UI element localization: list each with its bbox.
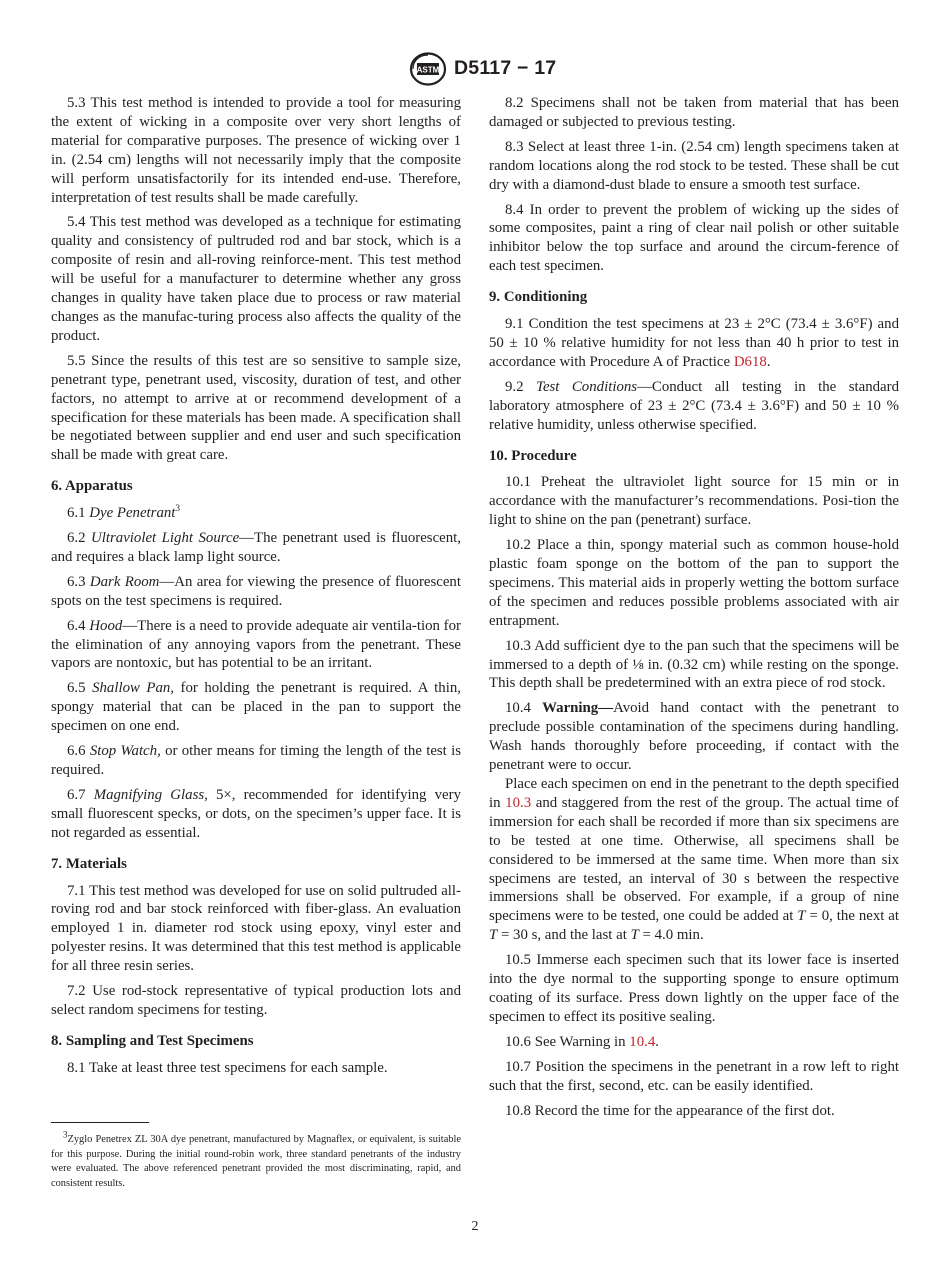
section-10-5: 10.5 Immerse each specimen such that its lower face is inserted into the dye normal to the supporting sponge to ensure optimum coating of its surface. Press down lightly on the upper face of the specimen to effect its positive sealing. [489, 952, 899, 1025]
svg-text:ASTM: ASTM [416, 65, 440, 75]
heading-apparatus: 6. Apparatus [51, 478, 133, 495]
section-8-3: 8.3 Select at least three 1-in. (2.54 cm) length specimens taken at random locations along the rod stock to be tested. These shall be cut dry with a diamond-dust blade to ensure a smooth test surface. [489, 138, 899, 193]
section-10-7: 10.7 Position the specimens in the penetrant in a row left to right such that the first, second, etc. can be easily identified. [489, 1058, 899, 1094]
section-6-2: 6.2 Ultraviolet Light Source—The penetrant used is fluorescent, and requires a black lamp light source. [51, 530, 462, 565]
section-8-2: 8.2 Specimens shall not be taken from material that has been damaged or subjected to previous testing. [489, 95, 899, 130]
page-header [0, 52, 950, 88]
heading-materials: 7. Materials [51, 855, 127, 872]
section-8-1: 8.1 Take at least three test specimens for each sample. [67, 1059, 388, 1076]
section-10-8: 10.8 Record the time for the appearance of the first dot. [505, 1102, 835, 1119]
section-6-6: 6.6 Stop Watch, or other means for timing the length of the test is required. [51, 743, 461, 778]
section-10-3: 10.3 Add sufficient dye to the pan such that the specimens will be immersed to a depth of ⅛ in. (0.32 cm) while resting on the sponge. This depth shall be predetermined with an extra piece of rod stock. [489, 637, 899, 692]
section-6-4: 6.4 Hood—There is a need to provide adequate air ventila-tion for the elimination of any annoying vapors from the penetrant. These vapors are nontoxic, but has potential to be an irritant. [51, 617, 461, 672]
section-10-6: 10.6 See Warning in 10.4. [505, 1033, 659, 1050]
heading-conditioning: 9. Conditioning [489, 289, 588, 306]
section-7-2: 7.2 Use rod-stock representative of typical production lots and select random specimens for testing. [51, 983, 461, 1018]
section-5-4: 5.4 This test method was developed as a technique for estimating quality and consistency of pultruded rod and bar stock, which is a composite of resin and all-roving reinforce-ment. This test method will be useful for a manufacturer to determine whether any gross changes in quality have taken place due to process or raw material changes as the manufac-turing process also affects the quality of the product. [51, 214, 461, 344]
section-9-1: 9.1 Condition the test specimens at 23 ± 2°C (73.4 ± 3.6°F) and 50 ± 10 % relative humidity for not less than 40 h prior to test in accordance with Procedure A of Practice D618. [489, 316, 899, 370]
section-7-1: 7.1 This test method was developed for use on solid pultruded all-roving rod and bar stock reinforced with fiber-glass. An evaluation employed 1 in. diameter rod stock using epoxy, vinyl ester and polyester resins. It was determined that this test method is applicable for all three resin series. [51, 882, 461, 975]
footnote-ref: 3 [175, 503, 180, 514]
section-10-4: 10.4 Warning—Avoid hand contact with the penetrant to preclude possible contamination of the specimens during handling. Wash hands thoroughly before proceeding, if contact with the penetrant were to occur. [489, 700, 899, 774]
section-8-4: 8.4 In order to prevent the problem of wicking up the sides of some composites, paint a ring of clear nail polish or other suitable inhibitor below the top surface and around the circum-ference of each test specimen. [489, 201, 899, 275]
section-10-2: 10.2 Place a thin, spongy material such as common house-hold plastic foam sponge on the bottom of the pan to support the specimens. This material aids in properly wetting the bottom surface of the specimen and reduces possible problems associated with air entrapment. [489, 537, 899, 629]
section-5-5: 5.5 Since the results of this test are so sensitive to sample size, penetrant type, penetrant used, viscosity, duration of test, and other factors, no attempt to arrive at or recommend development of a specification for these materials has been made. A specification shall be negotiated between supplier and end user and such specification shall be made with great care. [51, 352, 461, 464]
section-6-7: 6.7 Magnifying Glass, 5×, recommended for identifying very small fluorescent specks, or dots, on the specimen’s upper face. It is not regarded as essential. [51, 786, 461, 841]
footnote-divider [51, 1122, 149, 1123]
left-column [51, 94, 461, 1084]
link-d618[interactable]: D618 [733, 353, 767, 370]
footnote-3: 3Zyglo Penetrex ZL 30A dye penetrant, manufactured by Magnaflex, or equivalent, is suitable for this purpose. During the initial round-robin work, three standard penetrants of the industry were evaluated. The above referenced penetrant provided the most discriminating, rapid, and consistent results. [51, 1129, 461, 1189]
heading-sampling: 8. Sampling and Test Specimens [51, 1032, 254, 1049]
page-number: 2 [471, 1219, 479, 1234]
section-10-1: 10.1 Preheat the ultraviolet light source for 15 min or in accordance with the manufacturer’s recommendations. Posi-tion the light to shine on the pan (penetrant) surface. [489, 474, 899, 529]
section-9-2: 9.2 Test Conditions—Conduct all testing in the standard laboratory atmosphere of 23 ± 2°C (73.4 ± 3.6°F) and 50 ± 10 % relative humidity, unless otherwise specified. [489, 378, 899, 433]
link-10-3[interactable]: 10.3 [505, 794, 532, 811]
link-10-4[interactable]: 10.4 [629, 1033, 656, 1050]
heading-procedure: 10. Procedure [489, 447, 577, 464]
section-6-3: 6.3 Dark Room—An area for viewing the presence of fluorescent spots on the test specimens is required. [51, 573, 461, 609]
right-column [489, 94, 899, 1126]
section-5-3: 5.3 This test method is intended to provide a tool for measuring the extent of wicking in a composite over very short lengths of material for comparative purposes. The presence of wicking over 1 in. (2.54 cm) lengths will not necessarily imply that the composite will perform unsatisfactorily for its intended end-use. Therefore, interpretation of test results shall be made carefully. [51, 95, 461, 206]
section-6-5: 6.5 Shallow Pan, for holding the penetrant is required. A thin, spongy material that can be placed in the pan to support the specimen on one end. [51, 680, 461, 735]
document-designation: D5117 − 17 [454, 57, 557, 79]
section-10-4-continued: Place each specimen on end in the penetrant to the depth specified in 10.3 and staggered from the rest of the group. The actual time of immersion for each shall be recorded if more than six specimens are to be tested at one time. Otherwise, all specimens shall be considered to be immersed at the same time. When more than six specimens are tested, an interval of 30 s between the respective immersions shall be observed. For example, if a group of nine specimens were to be tested, one could be added at T = 0, the next at T = 30 s, and the last at T = 4.0 min. [489, 776, 899, 944]
section-6-1: 6.1 Dye Penetrant$^3$ [67, 503, 180, 522]
astm-logo [409, 52, 447, 86]
